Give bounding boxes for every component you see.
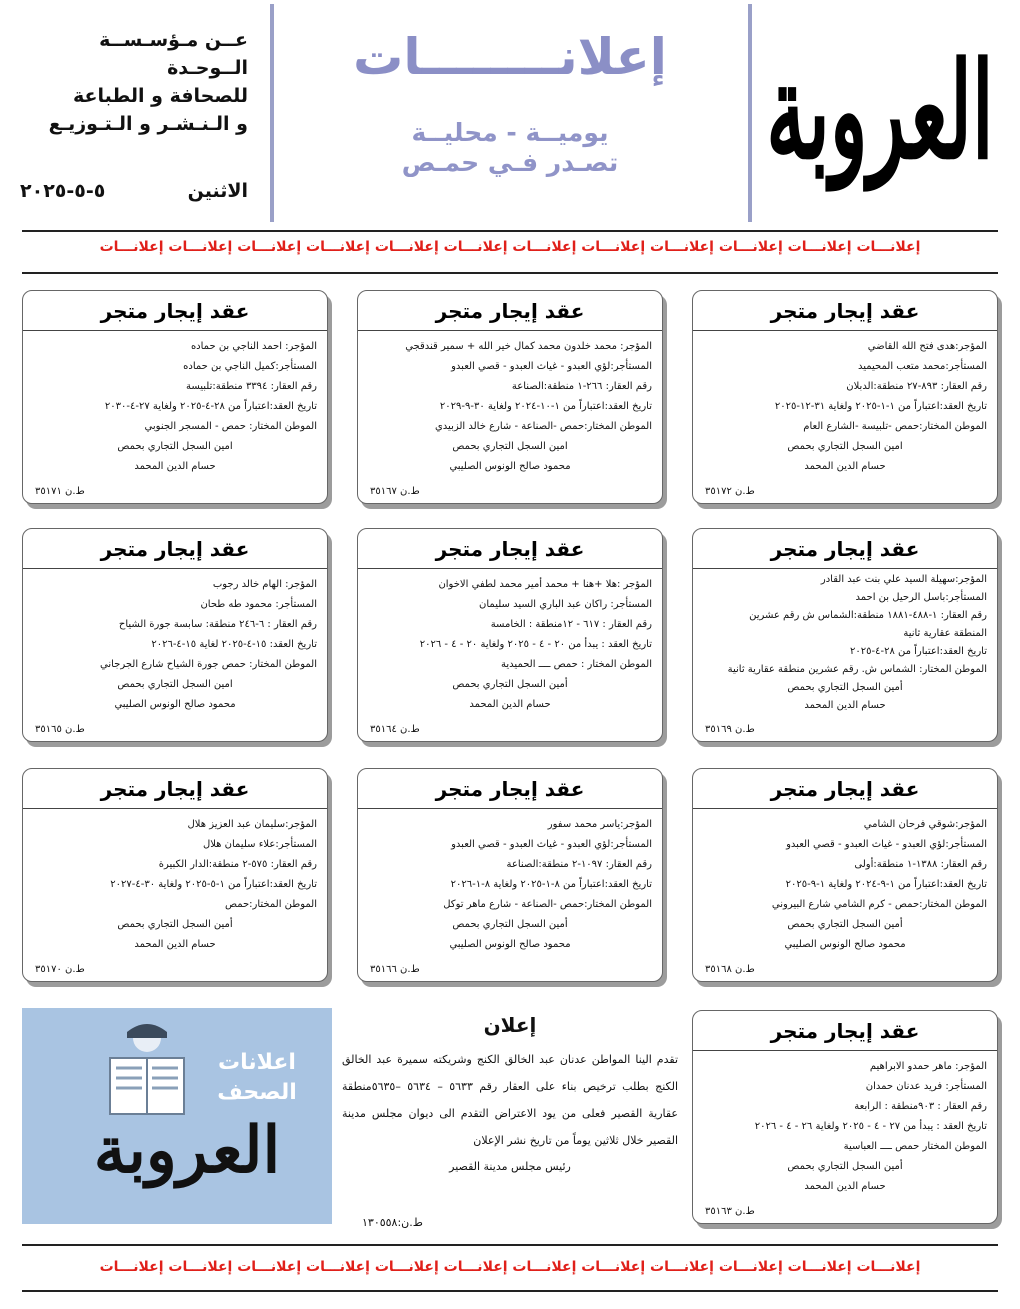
card-line: المستأجر:لؤي العبدو - غياث العبدو - قصي العبدو [451, 361, 652, 372]
masthead-divider-right [748, 4, 752, 222]
card-line: المستأجر:كميل الناجي بن حماده [183, 361, 317, 372]
issue-day: الاثنين [187, 180, 248, 202]
card-line: تاريخ العقد:اعتباراً من ١-٩-٢٠٢٤ ولغاية ١-٩-٢٠٢٥ [785, 879, 987, 890]
card-line: المنطقة عقارية ثانية [903, 628, 987, 639]
card-title: عقد إيجار متجر [23, 291, 327, 331]
card-reference: ط.ن ٣٥١٧١ [35, 486, 85, 497]
card-title: عقد إيجار متجر [693, 529, 997, 569]
card-line: تاريخ العقد:اعتباراً من ١-٥-٢٠٢٥ ولغاية ٣٠-٤-٢٠٢٧ [110, 879, 317, 890]
masthead-divider-left [270, 4, 274, 222]
card-signer-name: حسام الدين المحمد [134, 939, 216, 950]
card-title: عقد إيجار متجر [358, 291, 662, 331]
bottom-rule [22, 1244, 998, 1246]
ads-ticker-top: إعلانـــات إعلانـــات إعلانـــات إعلانـــات إعلانـــات إعلانـــات إعلانـــات إعلانـــات إعلانـــات إعلانـــات إعلانـــات إعلانـــات [99, 239, 921, 255]
card-line: المؤجر: محمد خلدون محمد كمال خير الله + سمير قندقجي [405, 341, 652, 352]
card-title: عقد إيجار متجر [693, 291, 997, 331]
card-line: المؤجر:شوقي فرحان الشامي [863, 819, 987, 830]
location-subtitle: تصـدر فـي حمـص [401, 148, 619, 177]
promo-caption-line: الصحف [217, 1080, 297, 1105]
card-line: الموطن المختار: الشماس ش. رقم عشرين منطقة عقارية ثانية [727, 664, 987, 675]
card-signer-name: محمود صالح الونوس الصليبي [784, 939, 906, 950]
card-title: عقد إيجار متجر [693, 769, 997, 809]
card-line: الموطن المختار : حمص ــــ الحميدية [501, 659, 652, 670]
card-signer-name: حسام الدين المحمد [804, 1181, 886, 1192]
card-signer-name: محمود صالح الونوس الصليبي [114, 699, 236, 710]
ad-card [357, 768, 663, 982]
newspaper-logo [768, 8, 992, 218]
notice-reference: ط.ن:١٣٠٥٥٨ [362, 1216, 423, 1229]
card-line: تاريخ العقد:اعتباراً من ١-١٠-٢٠٢٤ ولغاية ٣٠-٩-٢٠٢٩ [439, 401, 652, 412]
top-rule [22, 230, 998, 232]
card-line: المستأجر: فريد عدنان حمدان [865, 1081, 987, 1092]
public-notice [342, 1010, 678, 1234]
card-line: تاريخ العقد:اعتباراً من ٢٨-٤-٢٠٢٥ [850, 646, 987, 657]
card-line: تاريخ العقد:اعتباراً من ٨-١-٢٠٢٥ ولغاية ٨-١-٢٠٢٦ [450, 879, 652, 890]
card-signer-name: حسام الدين المحمد [804, 700, 886, 711]
card-line: الموطن المختار: حمص جورة الشياح شارع الجرجاني [99, 659, 317, 670]
card-signer-name: حسام الدين المحمد [134, 461, 216, 472]
issue-date-value: ٥-٥-٢٠٢٥ [20, 180, 106, 202]
card-signer-title: أمين السجل التجاري بحمص [787, 1161, 903, 1172]
newspaper-reader-icon [92, 1018, 202, 1128]
card-line: الموطن المختار حمص ــــ العباسية [843, 1141, 987, 1152]
ads-ticker-bottom: إعلانـــات إعلانـــات إعلانـــات إعلانـــات إعلانـــات إعلانـــات إعلانـــات إعلانـــات إعلانـــات إعلانـــات إعلانـــات إعلانـــات [99, 1259, 921, 1275]
notice-title: إعلان [483, 1013, 537, 1037]
card-title: عقد إيجار متجر [358, 529, 662, 569]
card-line: المؤجر: ماهر حمدو الابراهيم [869, 1061, 987, 1072]
card-signer-title: أمين السجل التجاري بحمص [452, 679, 568, 690]
card-line: المؤجر:سليمان عبد العزيز هلال [187, 819, 317, 830]
ad-card [692, 1010, 998, 1224]
card-signer-name: حسام الدين المحمد [804, 461, 886, 472]
card-line: الموطن المختار:حمص - كرم الشامي شارع البيروني [771, 899, 987, 910]
card-line: تاريخ العقد : يبدأ من ٢٧ - ٤ - ٢٠٢٥ ولغاية ٢٦ - ٤ - ٢٠٢٦ [754, 1121, 987, 1132]
promo-caption [192, 1048, 322, 1108]
ticker-rule [22, 272, 998, 274]
card-line: المستأجر: راكان عبد الباري السيد سليمان [479, 599, 652, 610]
card-signer-title: امين السجل التجاري بحمص [117, 679, 233, 690]
card-signer-name: محمود صالح الونوس الصليبي [449, 461, 571, 472]
ad-card [692, 290, 998, 504]
promo-logo: العروبة [93, 1113, 281, 1188]
card-line: المستأجر:لؤي العبدو - غياث العبدو - قصي العبدو [786, 839, 987, 850]
logo-text: العروبة [766, 34, 994, 190]
card-line: تاريخ العقد:اعتباراً من ٢٨-٤-٢٠٢٥ ولغاية ٢٧-٤-٢٠٣٠ [104, 401, 317, 412]
notice-signer: رئيس مجلس مدينة القصير [449, 1160, 571, 1173]
ad-card [22, 290, 328, 504]
card-line: الموطن المختار:حمص [224, 899, 317, 910]
card-title: عقد إيجار متجر [23, 529, 327, 569]
card-reference: ط.ن ٣٥١٦٨ [705, 964, 755, 975]
card-line: تاريخ العقد : يبدأ من ٢٠ - ٤ - ٢٠٢٥ ولغاية ٢٠ - ٤ - ٢٠٢٦ [419, 639, 652, 650]
card-line: تاريخ العقد: ١٥-٤-٢٠٢٥ لغاية ١٥-٤-٢٠٢٦ [151, 639, 317, 650]
card-signer-name: حسام الدين المحمد [469, 699, 551, 710]
ad-card [357, 290, 663, 504]
ad-card [357, 528, 663, 742]
card-line: المستأجر: محمود طه طحان [200, 599, 317, 610]
card-signer-title: أمين السجل التجاري بحمص [787, 682, 903, 693]
card-line: رقم العقار : ٦-٢٤٦ منطقة: سابسة جورة الشياح [118, 619, 317, 630]
ad-card [22, 768, 328, 982]
section-title: إعلانــــــــات [353, 28, 667, 86]
card-reference: ط.ن ٣٥١٦٩ [705, 724, 755, 735]
card-reference: ط.ن ٣٥١٦٦ [370, 964, 420, 975]
card-title: عقد إيجار متجر [358, 769, 662, 809]
publisher-line: للصحافة و الطباعة [73, 85, 248, 107]
ad-card [692, 528, 998, 742]
card-line: المؤجر :هلا +هنا + محمد أمير محمد لطفي الاخوان [438, 579, 652, 590]
ad-card [692, 768, 998, 982]
issue-date [20, 180, 248, 202]
card-line: المستأجر:باسل الرحيل بن احمد [855, 592, 987, 603]
frequency-subtitle: يوميــة - محليــة [411, 118, 609, 147]
card-signer-name: محمود صالح الونوس الصليبي [449, 939, 571, 950]
card-line: المؤجر:سهيلة السيد علي بنت عبد القادر [820, 574, 987, 585]
publisher-line: و الـنـشـر و الـتـوزيـع [48, 113, 248, 135]
card-signer-title: أمين السجل التجاري بحمص [787, 919, 903, 930]
card-line: رقم العقار: ٢٦٦-١ منطقة:الصناعة [511, 381, 652, 392]
card-line: الموطن المختار:حمص -تلبيسة -الشارع العام [803, 421, 987, 432]
card-line: المؤجر:ياسر محمد سفور [547, 819, 652, 830]
card-reference: ط.ن ٣٥١٧٢ [705, 486, 755, 497]
card-line: المؤجر: الهام خالد رجوب [212, 579, 317, 590]
card-title: عقد إيجار متجر [693, 1011, 997, 1051]
card-reference: ط.ن ٣٥١٦٥ [35, 724, 85, 735]
card-line: رقم العقار : ٩٠٣منطقة : الرابعة [854, 1101, 987, 1112]
card-line: رقم العقار: ١-٤٨٨-١٨٨١ منطقة:الشماس ش رقم عشرين [749, 610, 987, 621]
card-line: رقم العقار: ٥٧٥-٢ منطقة:الدار الكبيرة [158, 859, 317, 870]
card-signer-title: امين السجل التجاري بحمص [787, 441, 903, 452]
card-line: المؤجر:هدى فتح الله القاضي [867, 341, 987, 352]
card-signer-title: امين السجل التجاري بحمص [452, 441, 568, 452]
card-line: المؤجر: احمد الناجي بن حماده [190, 341, 317, 352]
card-reference: ط.ن ٣٥١٧٠ [35, 964, 85, 975]
card-line: رقم العقار: ١٣٨٨-١ منطقة:أولى [854, 859, 987, 870]
card-reference: ط.ن ٣٥١٦٤ [370, 724, 420, 735]
card-line: رقم العقار: ٣٣٩٤ منطقة:تلبيسة [185, 381, 317, 392]
card-line: الموطن المختار:حمص -الصناعة - شارع خالد الزبيدي [434, 421, 652, 432]
card-reference: ط.ن ٣٥١٦٣ [705, 1206, 755, 1217]
card-line: رقم العقار: ٨٩٣-٢٧ منطقة:الدبلان [846, 381, 987, 392]
card-line: رقم العقار: ١٠٩٧-٢ منطقة:الصناعة [506, 859, 652, 870]
footer-rule [22, 1290, 998, 1292]
card-line: الموطن المختار:حمص -الصناعة - شارع ماهر توكل [443, 899, 652, 910]
card-signer-title: أمين السجل التجاري بحمص [117, 919, 233, 930]
card-signer-title: أمين السجل التجاري بحمص [452, 919, 568, 930]
newspaper-promo-image [22, 1008, 332, 1224]
publisher-line: عــن مـؤسـســة الــوحـدة [99, 29, 248, 79]
card-line: المستأجر:محمد متعب المحيميد [857, 361, 987, 372]
card-line: الموطن المختار: حمص - المسجر الجنوبي [144, 421, 317, 432]
card-line: المستأجر:علاء سليمان هلال [202, 839, 317, 850]
masthead [0, 0, 1020, 230]
card-line: تاريخ العقد:اعتباراً من ١-١-٢٠٢٥ ولغاية ٣١-١٢-٢٠٢٥ [774, 401, 987, 412]
card-line: رقم العقار : ٦١٧ - ١٢منطقة : الخامسة [490, 619, 652, 630]
card-line: المستأجر:لؤي العبدو - غياث العبدو - قصي العبدو [451, 839, 652, 850]
card-signer-title: امين السجل التجاري بحمص [117, 441, 233, 452]
card-reference: ط.ن ٣٥١٦٧ [370, 486, 420, 497]
card-title: عقد إيجار متجر [23, 769, 327, 809]
notice-text: تقدم الينا المواطن عدنان عبد الخالق الكنج وشريكته سميرة عبد الخالق الكنج بطلب ترخيص بناء على العقار رقم ٥٦٣٣ – ٥٦٣٤ –٥٦٣٥منطقة عقارية القصير فعلى من يود الاعتراض التقدم الى ديوان مجلس مدينة القصير خلال ثلاثين يوماً من تاريخ نشر الإعلان [342, 1053, 679, 1147]
ad-card [22, 528, 328, 742]
promo-caption-line: اعلانات [218, 1050, 296, 1075]
publisher-info [20, 26, 248, 138]
